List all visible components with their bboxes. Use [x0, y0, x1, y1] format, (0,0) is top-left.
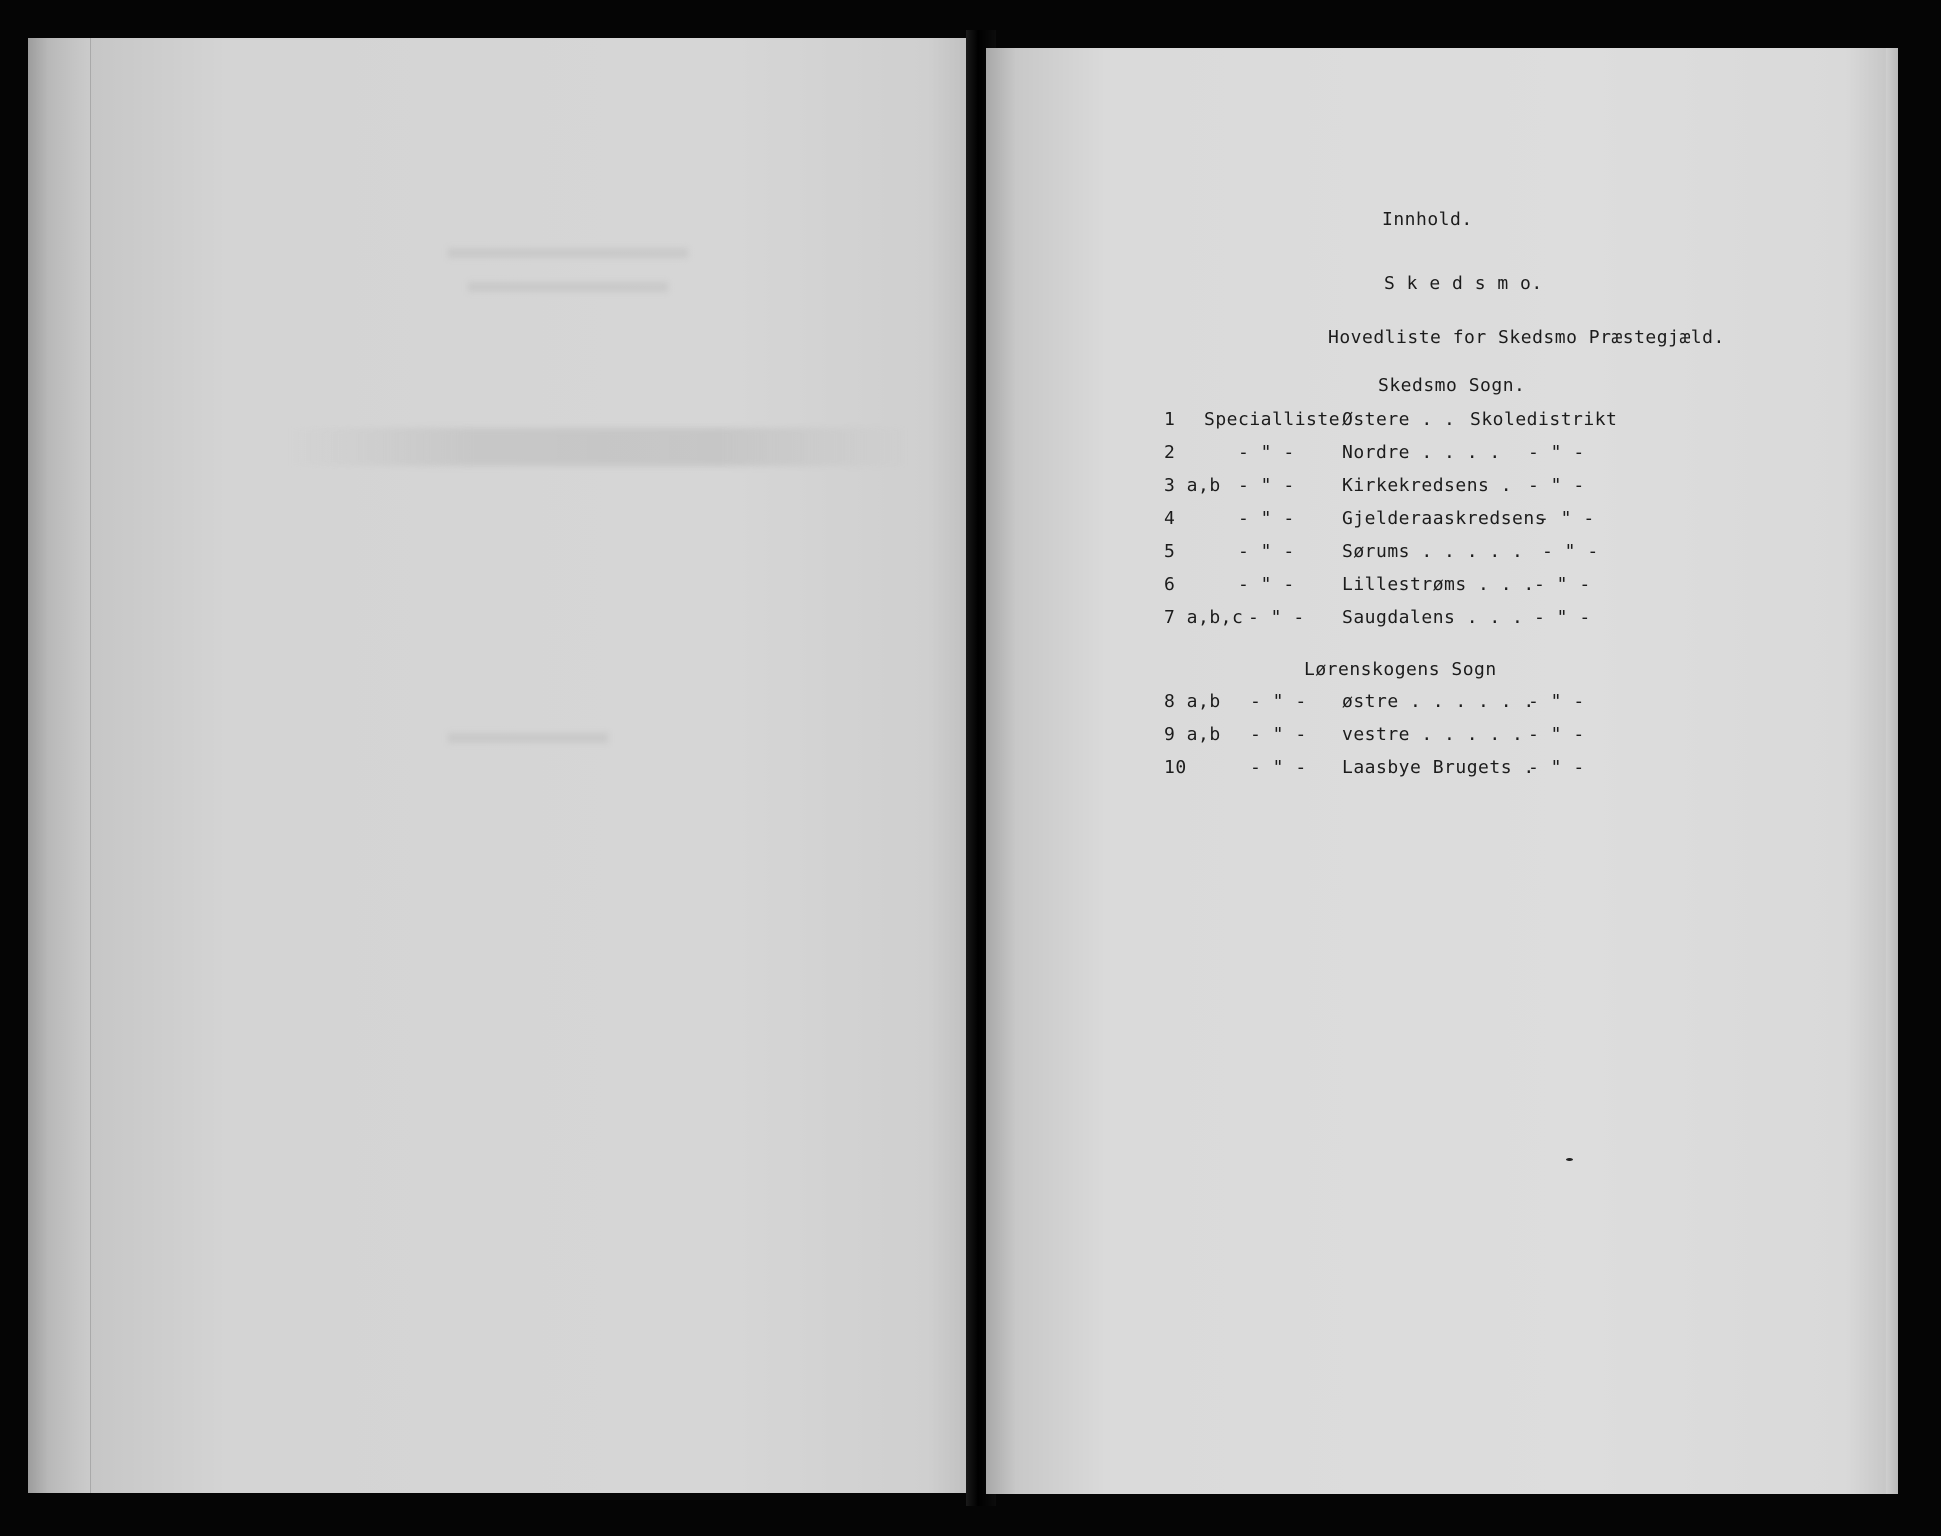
entry-number: 4 — [1164, 508, 1176, 529]
entry-number: 5 — [1164, 541, 1176, 562]
bleed-through-line — [448, 733, 608, 743]
entry-type: - " - — [1248, 607, 1305, 628]
entry-type: - " - — [1238, 508, 1295, 529]
entry-type: - " - — [1238, 574, 1295, 595]
entry-suffix: - " - — [1528, 724, 1585, 745]
entry-name: Sørums . . . . . — [1342, 541, 1524, 562]
entry-type: - " - — [1238, 541, 1295, 562]
entry-name: Kirkekredsens . — [1342, 475, 1513, 496]
main-list-title: Hovedliste for Skedsmo Præstegjæld. — [1328, 327, 1725, 348]
entry-number: 9 a,b — [1164, 724, 1221, 745]
entry-number: 8 a,b — [1164, 691, 1221, 712]
ink-speck — [1566, 1158, 1573, 1161]
entry-suffix: - " - — [1528, 757, 1585, 778]
entry-number: 7 a,b,c — [1164, 607, 1244, 628]
list-item — [986, 443, 1898, 467]
entry-number: 1 — [1164, 409, 1176, 430]
list-item — [986, 575, 1898, 599]
left-page — [28, 38, 976, 1493]
entry-number: 2 — [1164, 442, 1176, 463]
bleed-through-line — [468, 282, 668, 292]
list-item — [986, 509, 1898, 533]
entry-type: - " - — [1250, 724, 1307, 745]
section-heading-skedsmo: Skedsmo Sogn. — [1378, 375, 1526, 396]
right-page — [986, 48, 1898, 1494]
entry-name: vestre . . . . . — [1342, 724, 1524, 745]
list-item — [986, 758, 1898, 782]
parish-area-title: S k e d s m o. — [1384, 273, 1543, 294]
entry-name: Nordre . . . . — [1342, 442, 1501, 463]
section-heading-lorenskogen: Lørenskogens Sogn — [1304, 659, 1497, 680]
entry-type: Specialliste — [1204, 409, 1341, 430]
entry-suffix: - " - — [1528, 442, 1585, 463]
entry-suffix: - " - — [1542, 541, 1599, 562]
entry-number: 6 — [1164, 574, 1176, 595]
entry-suffix: - " - — [1534, 607, 1591, 628]
bleed-through-title — [288, 428, 908, 466]
entry-suffix: - " - — [1528, 691, 1585, 712]
list-item — [986, 542, 1898, 566]
entry-name: Saugdalens . . . — [1342, 607, 1524, 628]
list-item — [986, 410, 1898, 434]
list-item — [986, 725, 1898, 749]
entry-type: - " - — [1238, 475, 1295, 496]
entry-suffix: - " - — [1534, 574, 1591, 595]
entry-name: Laasbye Brugets . — [1342, 757, 1535, 778]
entry-name: Lillestrøms . . . — [1342, 574, 1535, 595]
entry-type: - " - — [1250, 691, 1307, 712]
list-item — [986, 476, 1898, 500]
entry-name: Gjelderaaskredsens — [1342, 508, 1547, 529]
list-item — [986, 608, 1898, 632]
entry-name: Østere . . — [1342, 409, 1456, 430]
entry-suffix: - " - — [1538, 508, 1595, 529]
entry-type: - " - — [1238, 442, 1295, 463]
left-page-edge — [28, 38, 91, 1493]
entry-name: østre . . . . . . — [1342, 691, 1535, 712]
entry-suffix: Skoledistrikt — [1470, 409, 1618, 430]
entry-type: - " - — [1250, 757, 1307, 778]
entry-number: 3 a,b — [1164, 475, 1221, 496]
list-item — [986, 692, 1898, 716]
entry-suffix: - " - — [1528, 475, 1585, 496]
entry-number: 10 — [1164, 757, 1187, 778]
page-title: Innhold. — [1382, 209, 1473, 230]
bleed-through-line — [448, 248, 688, 258]
